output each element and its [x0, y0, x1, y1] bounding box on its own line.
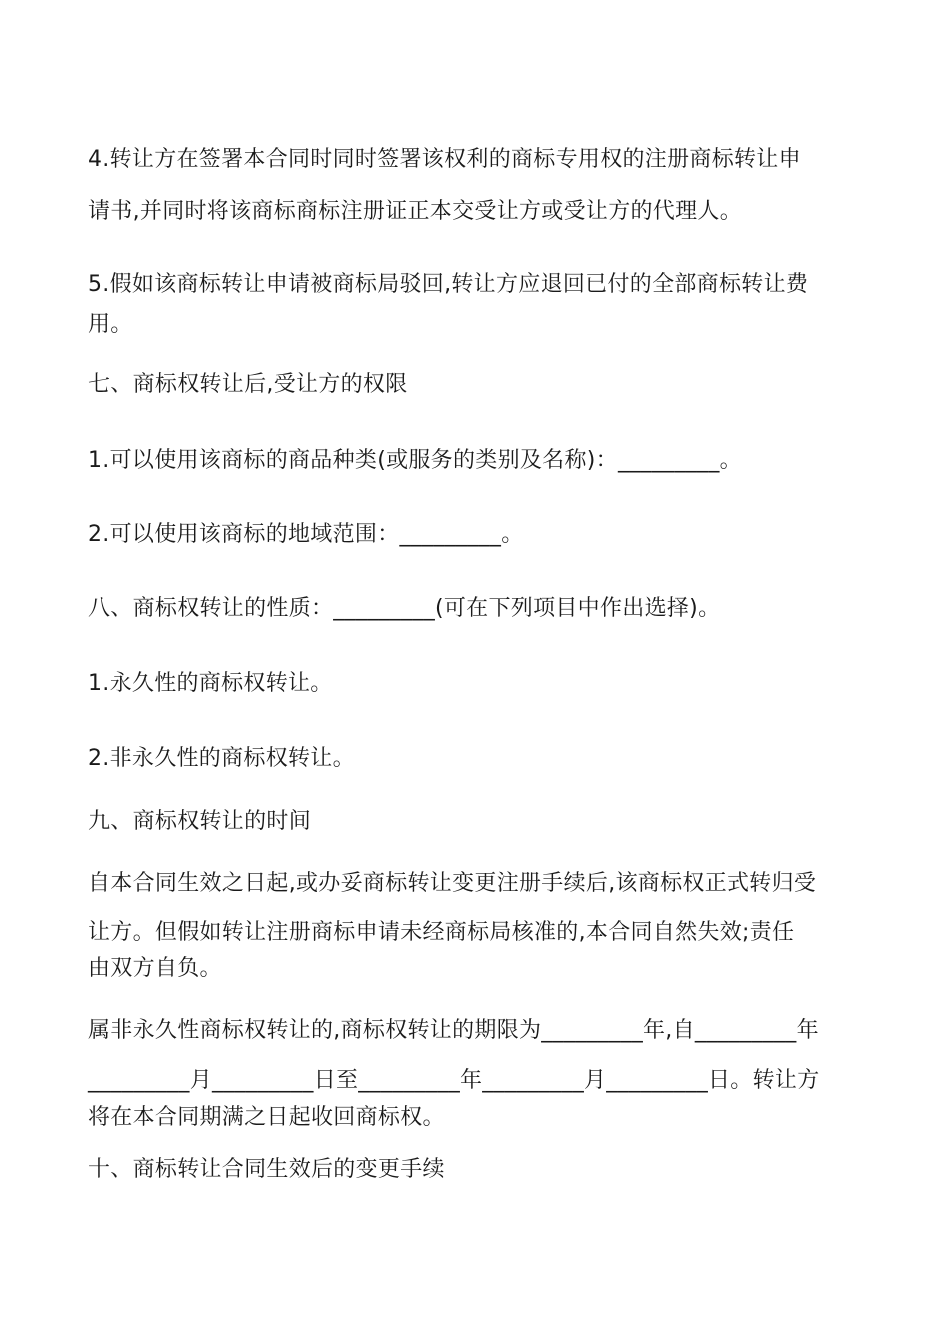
section-9-para-2-line-3: 将在本合同期满之日起收回商标权。	[88, 1105, 445, 1130]
clause-5-line-1: 5.假如该商标转让申请被商标局驳回,转让方应退回已付的全部商标转让费	[88, 272, 809, 297]
section-8-item-1: 1.永久性的商标权转让。	[88, 671, 333, 696]
section-9-heading: 九、商标权转让的时间	[88, 809, 312, 834]
section-9-para-2-line-2: _________月_________日至_________年_________月_________日。转让方	[88, 1068, 820, 1093]
clause-4-line-1: 4.转让方在签署本合同时同时签署该权利的商标专用权的注册商标转让申	[88, 147, 801, 172]
section-10-heading: 十、商标转让合同生效后的变更手续	[88, 1157, 445, 1182]
section-8-heading: 八、商标权转让的性质：_________(可在下列项目中作出选择)。	[88, 596, 721, 621]
section-9-para-1-line-2: 让方。但假如转让注册商标申请未经商标局核准的,本合同自然失效;责任	[88, 920, 795, 945]
section-7-item-2: 2.可以使用该商标的地域范围：_________。	[88, 522, 524, 547]
section-9-para-1-line-1: 自本合同生效之日起,或办妥商标转让变更注册手续后,该商标权正式转归受	[88, 871, 817, 896]
clause-5-line-2: 用。	[88, 312, 133, 337]
section-9-para-1-line-3: 由双方自负。	[88, 956, 222, 981]
section-9-para-2-line-1: 属非永久性商标权转让的,商标权转让的期限为_________年,自_________年	[88, 1018, 819, 1043]
section-7-item-1: 1.可以使用该商标的商品种类(或服务的类别及名称)：_________。	[88, 448, 742, 473]
section-7-heading: 七、商标权转让后,受让方的权限	[88, 372, 408, 397]
section-8-item-2: 2.非永久性的商标权转让。	[88, 746, 355, 771]
clause-4-line-2: 请书,并同时将该商标商标注册证正本交受让方或受让方的代理人。	[88, 199, 742, 224]
